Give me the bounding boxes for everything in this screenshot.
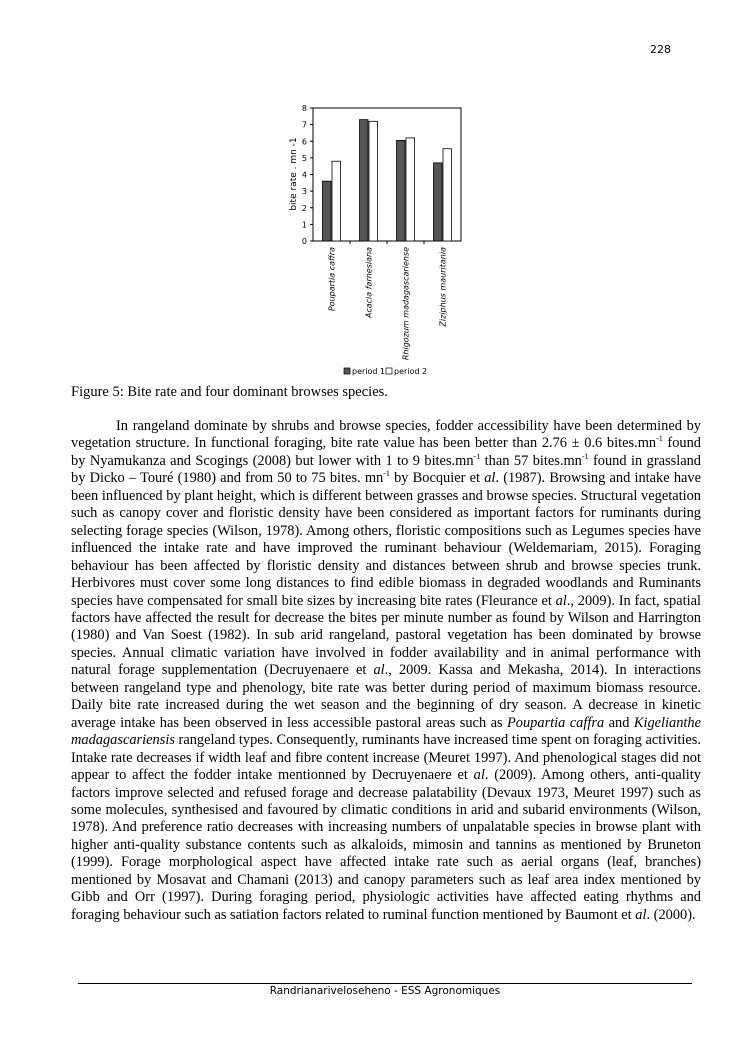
legend-label: period 2 bbox=[394, 367, 428, 376]
superscript: -1 bbox=[656, 434, 663, 444]
italic-text: al bbox=[484, 470, 496, 487]
x-category-label: Poupartia caffra bbox=[327, 247, 337, 312]
text-run: found in grassland by Dicko – Touré (1980) and from 50 to 75 bites. mn bbox=[71, 452, 701, 487]
superscript: -1 bbox=[383, 469, 390, 479]
x-category-label: Rhigozum madagascariense bbox=[401, 247, 411, 361]
bar-period-1 bbox=[397, 140, 406, 241]
text-run: . (1987). Browsing and intake have been influenced by plant height, which is different between grasses and browse species. Structural vegetation such as canopy cover and floristic density have been considered as important factors for ruminants during selecting forage species (Wilson, 1978). Among others, floristic compositions such as Legumes species have influenced the intake rate and have improved the ruminant behaviour (Weldemariam, 2015). Foraging behaviour has been affected by floristic density and distances between shrub and browse species trunk. Herbivores must cover some long distances to find edible biomass in degraded woodlands and Ruminants species have compensated for small bite sizes by increasing bite rates (Fleurance et bbox=[71, 470, 702, 609]
y-tick-label: 0 bbox=[301, 237, 307, 246]
legend-label: period 1 bbox=[352, 367, 386, 376]
bar-period-1 bbox=[434, 163, 443, 241]
italic-text: al bbox=[473, 767, 485, 784]
bar-period-1 bbox=[360, 120, 369, 241]
bite-rate-bar-chart bbox=[270, 98, 490, 383]
x-category-label: Ziziphus mauritania bbox=[438, 247, 448, 327]
x-category-label: Acacia farnesiana bbox=[364, 247, 374, 319]
italic-text: Poupartia caffra bbox=[507, 714, 605, 731]
body-paragraph bbox=[71, 418, 701, 924]
bar-period-2 bbox=[443, 149, 452, 241]
text-run: . (2009). Among others, anti-quality factors improve selected and refused forage and decrease palatability (Devaux 1973, Meuret 1997) such as some molecules, synthesised and favoured by climatic conditions in arid and subarid environments (Wilson, 1978). And preference ratio decreases with increasing numbers of unpalatable species in browse plant with higher anti-quality substance contents such as alkaloids, mimosin and tannins as mentioned by Bruneton (1999). Forage morphological aspect have affected intake rate such as aerial organs (leaf, branches) mentioned by Mosavat and Chamani (2013) and canopy parameters such as leaf area index mentioned by Gibb and Orr (1997). During foraging period, physiologic activities have affected eating rhythms and foraging behaviour such as satiation factors related to ruminal function mentioned by Baumont et bbox=[71, 767, 701, 923]
text-run: ., 2009). In fact, spatial factors have affected the result for decrease the bites per minute number as found by Wilson and Harrington (1980) and Van Soest (1982). In sub arid rangeland, pastoral vegetation has been dominated by browse species. Annual climatic variation have involved in fodder availability and in animal performance with natural forage supplementation (Decruyenaere et bbox=[71, 592, 701, 679]
y-tick-label: 3 bbox=[301, 187, 307, 197]
text-run: ., 2009. Kassa and Mekasha, 2014). In interactions between rangeland type and phenology, bite rate was better during period of maximum biomass resource. Daily bite rate increased during the wet season and the beginning of dry season. A decrease in kinetic average intake has been observed in less accessible pastoral areas such as bbox=[71, 662, 701, 731]
italic-text: al bbox=[555, 592, 567, 609]
superscript: -1 bbox=[473, 451, 481, 461]
italic-text: Kigelianthe madagascariensis bbox=[71, 714, 701, 749]
italic-text: al bbox=[373, 662, 385, 679]
page-footer: Randrianariveloseheno - ESS Agronomiques bbox=[269, 985, 501, 997]
y-tick-label: 2 bbox=[301, 203, 307, 213]
text-run: rangeland types. Consequently, ruminants have increased time spent on foraging activities. Intake rate decreases if width leaf and fibre content increase (Meuret 1997). And phenological stages did not appear to affect the fodder intake mentionned by Decruyenaere et bbox=[71, 732, 701, 784]
text-run: found by Nyamukanza and Scogings (2008) but lower with 1 to 9 bites.mn bbox=[71, 435, 701, 469]
text-run: and bbox=[604, 714, 634, 731]
bar-period-2 bbox=[406, 138, 415, 241]
y-tick-label: 6 bbox=[301, 137, 307, 147]
y-tick-label: 4 bbox=[301, 170, 307, 180]
y-axis-label: bite rate . mn -1 bbox=[289, 137, 299, 211]
text-run: by Bocquier et bbox=[389, 470, 485, 487]
legend-swatch bbox=[344, 368, 350, 374]
y-tick-label: 5 bbox=[301, 153, 307, 163]
bar-period-1 bbox=[323, 181, 332, 241]
legend-swatch bbox=[386, 368, 392, 374]
page-number: 228 bbox=[650, 43, 671, 56]
footer-divider bbox=[78, 983, 692, 984]
text-run: than 57 bites.mn bbox=[480, 452, 582, 469]
y-tick-label: 8 bbox=[301, 104, 307, 113]
text-run: In rangeland dominate by shrubs and browse species, fodder accessibility have been determined by vegetation structure. In functional foraging, bite rate value has been better than 2.76 ± 0.6 bites.mn bbox=[71, 418, 701, 452]
y-tick-label: 7 bbox=[301, 120, 307, 130]
figure-caption: Figure 5: Bite rate and four dominant browses species. bbox=[71, 384, 388, 400]
text-run: . (2000). bbox=[646, 906, 696, 923]
superscript: -1 bbox=[581, 451, 589, 461]
y-tick-label: 1 bbox=[301, 220, 307, 230]
italic-text: al bbox=[635, 906, 647, 923]
bar-period-2 bbox=[332, 161, 341, 241]
bar-period-2 bbox=[369, 121, 378, 241]
